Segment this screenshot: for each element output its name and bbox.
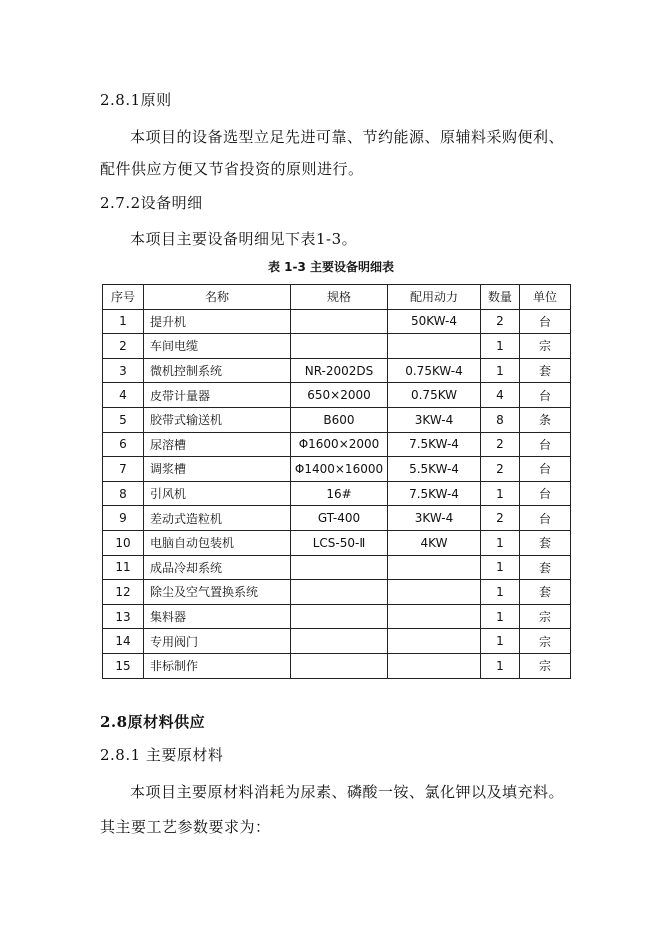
cell-power bbox=[388, 653, 481, 678]
cell-name: 胶带式输送机 bbox=[144, 407, 291, 432]
header-unit: 单位 bbox=[520, 285, 571, 310]
table-row bbox=[103, 481, 571, 506]
cell-name: 调浆槽 bbox=[144, 457, 291, 482]
table-row bbox=[103, 334, 571, 359]
cell-unit: 台 bbox=[520, 457, 571, 482]
cell-qty: 2 bbox=[481, 506, 520, 531]
cell-no: 4 bbox=[103, 383, 144, 408]
cell-spec: B600 bbox=[291, 407, 388, 432]
section-heading-2-8-1: 2.8.1原则 bbox=[100, 91, 172, 109]
cell-power bbox=[388, 580, 481, 605]
cell-power: 0.75KW bbox=[388, 383, 481, 408]
header-no: 序号 bbox=[103, 285, 144, 310]
cell-qty: 1 bbox=[481, 530, 520, 555]
cell-qty: 1 bbox=[481, 604, 520, 629]
cell-unit: 套 bbox=[520, 530, 571, 555]
cell-name: 非标制作 bbox=[144, 653, 291, 678]
cell-power: 5.5KW-4 bbox=[388, 457, 481, 482]
table-body bbox=[103, 309, 571, 678]
cell-name: 微机控制系统 bbox=[144, 358, 291, 383]
cell-unit: 套 bbox=[520, 580, 571, 605]
cell-no: 10 bbox=[103, 530, 144, 555]
cell-power bbox=[388, 555, 481, 580]
cell-no: 13 bbox=[103, 604, 144, 629]
cell-no: 5 bbox=[103, 407, 144, 432]
cell-power: 50KW-4 bbox=[388, 309, 481, 334]
cell-name: 除尘及空气置换系统 bbox=[144, 580, 291, 605]
cell-no: 7 bbox=[103, 457, 144, 482]
cell-spec bbox=[291, 629, 388, 654]
cell-name: 专用阀门 bbox=[144, 629, 291, 654]
section-heading-2-7-2: 2.7.2设备明细 bbox=[100, 194, 203, 212]
header-power: 配用动力 bbox=[388, 285, 481, 310]
cell-name: 差动式造粒机 bbox=[144, 506, 291, 531]
cell-unit: 台 bbox=[520, 383, 571, 408]
principle-paragraph-line-1: 本项目的设备选型立足先进可靠、节约能源、原辅料采购便利、 bbox=[130, 128, 565, 146]
cell-unit: 宗 bbox=[520, 334, 571, 359]
cell-spec bbox=[291, 555, 388, 580]
cell-unit: 台 bbox=[520, 309, 571, 334]
cell-no: 12 bbox=[103, 580, 144, 605]
header-name: 名称 bbox=[144, 285, 291, 310]
cell-unit: 套 bbox=[520, 358, 571, 383]
cell-name: 电脑自动包装机 bbox=[144, 530, 291, 555]
equipment-table bbox=[102, 284, 571, 679]
cell-unit: 宗 bbox=[520, 653, 571, 678]
table-row bbox=[103, 506, 571, 531]
table-row bbox=[103, 432, 571, 457]
cell-qty: 1 bbox=[481, 334, 520, 359]
section-heading-2-8-1-materials: 2.8.1 主要原材料 bbox=[100, 746, 224, 764]
cell-no: 2 bbox=[103, 334, 144, 359]
cell-power bbox=[388, 629, 481, 654]
materials-paragraph-line-1: 本项目主要原材料消耗为尿素、磷酸一铵、氯化钾以及填充料。 bbox=[130, 783, 565, 801]
equipment-intro-text: 本项目主要设备明细见下表1-3。 bbox=[130, 230, 358, 248]
cell-no: 9 bbox=[103, 506, 144, 531]
materials-paragraph-line-2: 其主要工艺参数要求为： bbox=[100, 818, 271, 836]
cell-name: 皮带计量器 bbox=[144, 383, 291, 408]
cell-spec bbox=[291, 334, 388, 359]
cell-qty: 2 bbox=[481, 457, 520, 482]
cell-name: 成品冷却系统 bbox=[144, 555, 291, 580]
cell-spec: 16# bbox=[291, 481, 388, 506]
section-heading-2-8: 2.8原材料供应 bbox=[100, 713, 206, 731]
cell-name: 尿溶槽 bbox=[144, 432, 291, 457]
cell-spec: Φ1400×16000 bbox=[291, 457, 388, 482]
cell-no: 14 bbox=[103, 629, 144, 654]
principle-paragraph-line-2: 配件供应方便又节省投资的原则进行。 bbox=[100, 160, 364, 178]
cell-power: 0.75KW-4 bbox=[388, 358, 481, 383]
cell-name: 集料器 bbox=[144, 604, 291, 629]
cell-qty: 1 bbox=[481, 358, 520, 383]
cell-spec: GT-400 bbox=[291, 506, 388, 531]
header-qty: 数量 bbox=[481, 285, 520, 310]
cell-power: 7.5KW-4 bbox=[388, 432, 481, 457]
cell-unit: 宗 bbox=[520, 604, 571, 629]
cell-power bbox=[388, 604, 481, 629]
table-row bbox=[103, 457, 571, 482]
cell-spec bbox=[291, 580, 388, 605]
cell-qty: 4 bbox=[481, 383, 520, 408]
table-row bbox=[103, 358, 571, 383]
table-row bbox=[103, 309, 571, 334]
cell-no: 3 bbox=[103, 358, 144, 383]
cell-power: 3KW-4 bbox=[388, 407, 481, 432]
cell-spec bbox=[291, 653, 388, 678]
cell-qty: 1 bbox=[481, 629, 520, 654]
cell-qty: 1 bbox=[481, 481, 520, 506]
header-spec: 规格 bbox=[291, 285, 388, 310]
cell-no: 15 bbox=[103, 653, 144, 678]
cell-unit: 台 bbox=[520, 432, 571, 457]
table-caption: 表 1-3 主要设备明细表 bbox=[267, 260, 395, 274]
cell-qty: 1 bbox=[481, 653, 520, 678]
cell-power: 7.5KW-4 bbox=[388, 481, 481, 506]
cell-name: 引风机 bbox=[144, 481, 291, 506]
cell-unit: 台 bbox=[520, 481, 571, 506]
table-row bbox=[103, 555, 571, 580]
table-row bbox=[103, 530, 571, 555]
table-row bbox=[103, 653, 571, 678]
cell-spec: 650×2000 bbox=[291, 383, 388, 408]
cell-unit: 台 bbox=[520, 506, 571, 531]
cell-qty: 2 bbox=[481, 432, 520, 457]
cell-qty: 1 bbox=[481, 580, 520, 605]
cell-no: 6 bbox=[103, 432, 144, 457]
cell-name: 提升机 bbox=[144, 309, 291, 334]
cell-unit: 条 bbox=[520, 407, 571, 432]
table-header-row bbox=[103, 285, 571, 310]
cell-no: 11 bbox=[103, 555, 144, 580]
cell-unit: 宗 bbox=[520, 629, 571, 654]
cell-power: 4KW bbox=[388, 530, 481, 555]
table-row bbox=[103, 383, 571, 408]
cell-qty: 2 bbox=[481, 309, 520, 334]
cell-spec: LCS-50-Ⅱ bbox=[291, 530, 388, 555]
cell-qty: 8 bbox=[481, 407, 520, 432]
cell-power: 3KW-4 bbox=[388, 506, 481, 531]
cell-qty: 1 bbox=[481, 555, 520, 580]
cell-unit: 套 bbox=[520, 555, 571, 580]
table-row bbox=[103, 604, 571, 629]
cell-power bbox=[388, 334, 481, 359]
cell-name: 车间电缆 bbox=[144, 334, 291, 359]
cell-no: 8 bbox=[103, 481, 144, 506]
table-row bbox=[103, 580, 571, 605]
table-row bbox=[103, 629, 571, 654]
cell-no: 1 bbox=[103, 309, 144, 334]
cell-spec: Φ1600×2000 bbox=[291, 432, 388, 457]
cell-spec bbox=[291, 309, 388, 334]
cell-spec: NR-2002DS bbox=[291, 358, 388, 383]
cell-spec bbox=[291, 604, 388, 629]
table-row bbox=[103, 407, 571, 432]
